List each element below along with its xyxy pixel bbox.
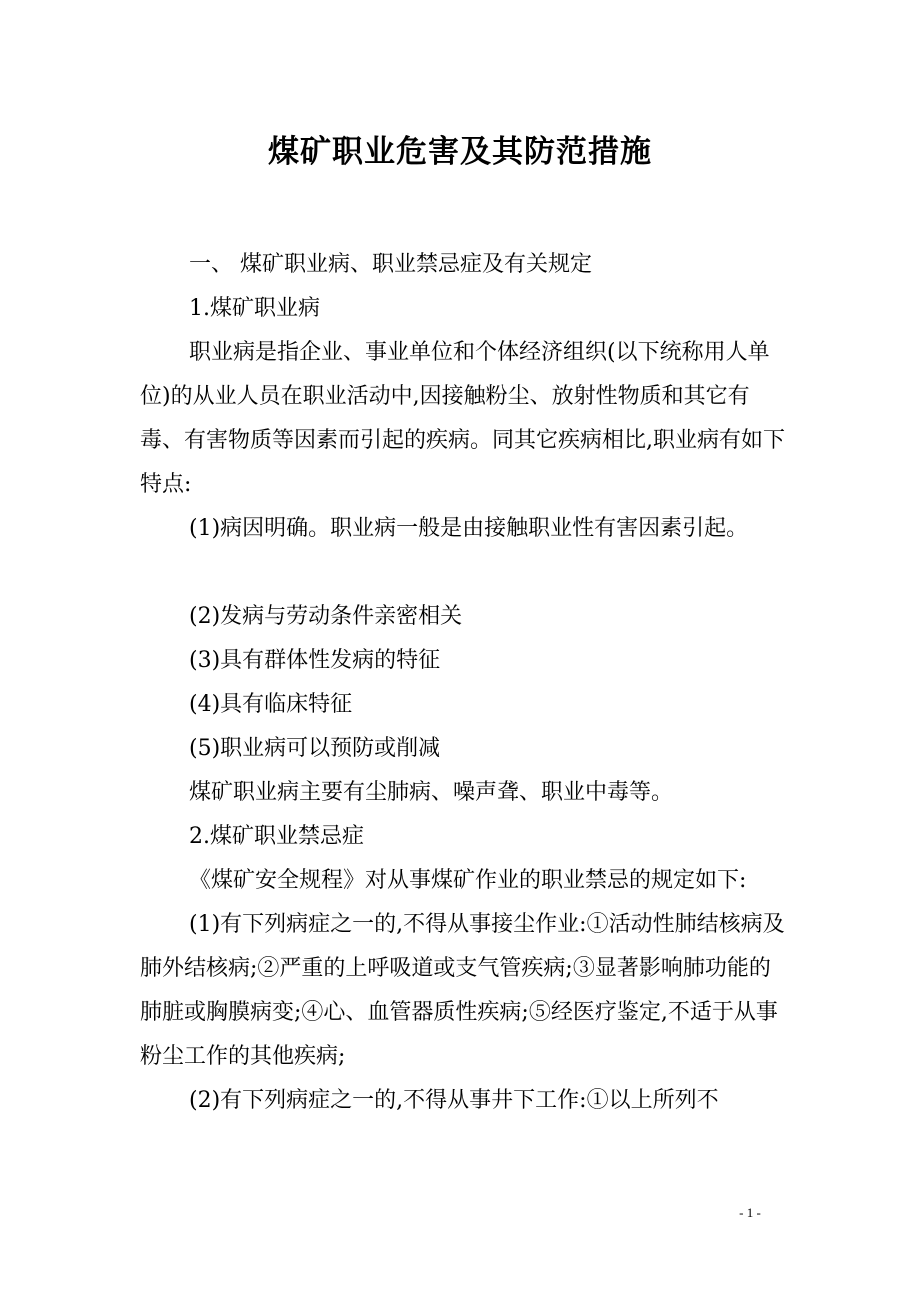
paragraph: 《煤矿安全规程》对从事煤矿作业的职业禁忌的规定如下: [189,868,747,893]
list-item: (1)有下列病症之一的,不得从事接尘作业:①活动性肺结核病及肺外结核病;②严重的上呼吸道或支气管疾病;③显著影响肺功能的肺脏或胸膜病变;④心、血管器质性疾病;⑤经医疗鉴定,不适于从事粉尘工作的其他疾病; [140,912,785,1069]
list-item: (2)有下列病症之一的,不得从事井下工作:①以上所列不 [189,1088,719,1113]
subsection-heading: 2.煤矿职业禁忌症 [189,824,364,849]
subsection-heading: 1.煤矿职业病 [189,296,320,321]
section-heading: 一、 煤矿职业病、职业禁忌症及有关规定 [189,252,592,277]
list-item: (1)病因明确。职业病一般是由接触职业性有害因素引起。 [189,516,749,541]
list-item: (5)职业病可以预防或削减 [189,736,441,761]
list-item: (3)具有群体性发病的特征 [189,648,441,673]
paragraph: 职业病是指企业、事业单位和个体经济组织(以下统称用人单位)的从业人员在职业活动中,因接触粉尘、放射性物质和其它有毒、有害物质等因素而引起的疾病。同其它疾病相比,职业病有如下特点: [140,340,785,497]
list-item: (4)具有临床特征 [189,692,353,717]
paragraph: 煤矿职业病主要有尘肺病、噪声聋、职业中毒等。 [189,780,674,805]
document-title: 煤矿职业危害及其防范措施 [268,134,652,170]
page-number: - 1 - [739,1205,761,1220]
list-item: (2)发病与劳动条件亲密相关 [189,604,463,629]
document-body [140,243,790,1123]
blank-line [140,551,790,595]
